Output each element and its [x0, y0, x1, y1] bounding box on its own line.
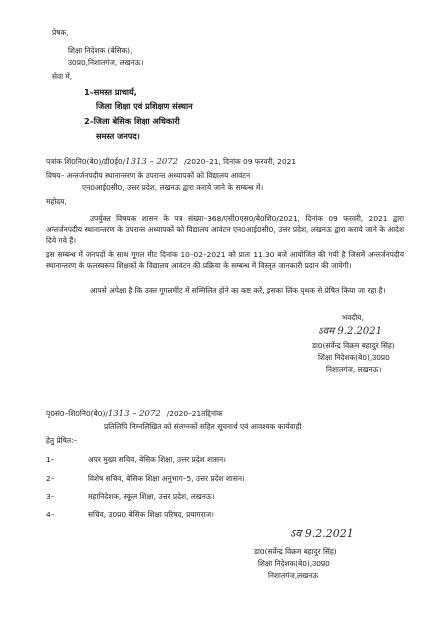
body-paragraph-2: इस सम्बन्ध में जनपदों के साथ गूगल मीट दिनांक 10–02–2021 को प्रातः 11.30 बजे आयोजित की गयी है जिसमें अन्तर्जनपदीय स्थानान्तरण के फलस्वरूप शिक्षकों के विद्यालय आवंटन की प्रक्रिया के सम्बन्ध में विस्तृत जानकारी प्रदान की जायेगी।: [46, 250, 404, 270]
sender-label: प्रेषक,: [52, 28, 69, 37]
signature-1-name: डा0(सर्वेन्द्र विक्रम बहादुर सिंह): [312, 341, 395, 350]
signature-1-place: निशातगंज, लखनऊ।: [326, 365, 382, 374]
endorsement-item-4: सचिव, उ0प्र0 बेसिक शिक्षा परिषद, प्रयागराज।: [88, 510, 214, 519]
signature-1-handwritten-date: 9.2.2021: [337, 326, 382, 337]
recipient-2-district: समस्त जनपद।: [96, 131, 140, 141]
reference-prefix: पत्रांक शि0नि0(बे0)/डी0ई0/: [46, 157, 126, 166]
signature-1-designation: शिक्षा निदेशक(बे0),उ0प्र0: [318, 353, 390, 362]
endorsement-item-2: विशेष सचिव, बेसिक शिक्षा अनुभाग–5, उत्तर प्रदेश शासन।: [88, 474, 245, 483]
recipient-2: 2–जिला बेसिक शिक्षा अधिकारी: [84, 116, 180, 126]
body-paragraph-1: उपर्युक्त विषयक शासन के पत्र संख्या–368/एसी0एस0/बे0शि0/2021, दिनांक 09 फरवरी, 2021 द्वारा अन्तर्जनपदीय स्थानान्तरण के उपरान्त अध्यापकों को विद्यालय आवंटन एन0आई0सी0, उत्तर प्रदेश, लखनऊ द्वारा कराये जाने के आदेश दिये गये हैं।: [46, 214, 404, 245]
endorsement-item-1: अपर मुख्य सचिव, बेसिक शिक्षा, उत्तर प्रदेश शासन।: [88, 455, 226, 464]
reference-handwritten-number: 1313 – 2072: [125, 157, 179, 167]
signature-2-place: निशातगंज,लखनऊ: [268, 571, 319, 580]
signature-2-designation: शिक्षा निदेशक(बे0),उ0प्र0: [258, 559, 330, 568]
endorsement-prefix: पृ0सं0–शि0नि0(बे0)/: [46, 409, 108, 418]
sender-address: उ0प्र0,निशातगंज, लखनऊ।: [68, 58, 144, 67]
signature-2-initials: ऽव: [290, 527, 302, 540]
body-paragraph-3: आपसे अपेक्षा है कि उक्त गूगलमीट में सम्मिलित होने का कष्ट करें, इसका लिंक पृथक से प्रेषित किया जा रहा है।: [90, 286, 386, 295]
recipient-1-institution: जिला शिक्षा एवं प्रशिक्षण संस्थान: [96, 101, 193, 111]
signature-2-name: डा0(सर्वेन्द्र विक्रम बहादुर सिंह): [254, 547, 337, 556]
reference-number: [46, 157, 296, 167]
signature-2-handwriting: [290, 526, 354, 541]
endorsement-number: [46, 409, 223, 419]
recipient-1: 1–समस्त प्राचार्य,: [84, 87, 137, 97]
subject-line-1: विषय– अन्तर्जनपदीय स्थानान्तरण के उपरान्त अध्यापकों को विद्यालय आवंटन: [46, 171, 251, 180]
endorsement-handwritten-number: 1313 – 2072: [107, 409, 161, 419]
reference-suffix: /2020–21, दिनांक 09 फरवरी, 2021: [184, 157, 297, 166]
endorsement-item-3: महानिदेशक, स्कूल शिक्षा, उत्तर प्रदेश, लखनऊ।: [88, 492, 215, 501]
closing: भवदीय,: [342, 313, 364, 322]
endorsement-item-2-num: 2–: [46, 474, 55, 483]
signature-2-handwritten-date: 9.2.2021: [304, 527, 354, 540]
subject-line-2: एन0आई0सी0, उत्तर प्रदेश, लखनऊ द्वारा कराये जाने के सम्बन्ध में।: [82, 183, 264, 192]
endorsement-item-4-num: 4–: [46, 510, 55, 519]
endorsement-item-3-num: 3–: [46, 492, 55, 501]
sender-name: शिक्षा निदेशक (बेसिक),: [68, 46, 133, 55]
signature-1-handwriting: [318, 323, 382, 337]
endorsement-intro-line-2: हेतु प्रेषित:–: [46, 436, 78, 445]
endorsement-intro-line-1: प्रतिलिपि निम्नलिखित को संलग्नकों सहित सूचनार्थ एवं आवश्यक कार्यवाही: [104, 422, 302, 431]
to-label: सेवा में,: [52, 72, 73, 81]
endorsement-item-1-num: 1–: [46, 455, 55, 464]
endorsement-suffix: /2020–21तद्दिनांक: [166, 409, 223, 418]
signature-1-initials: ऽवम: [318, 326, 335, 337]
salutation: महोदय,: [46, 197, 67, 206]
